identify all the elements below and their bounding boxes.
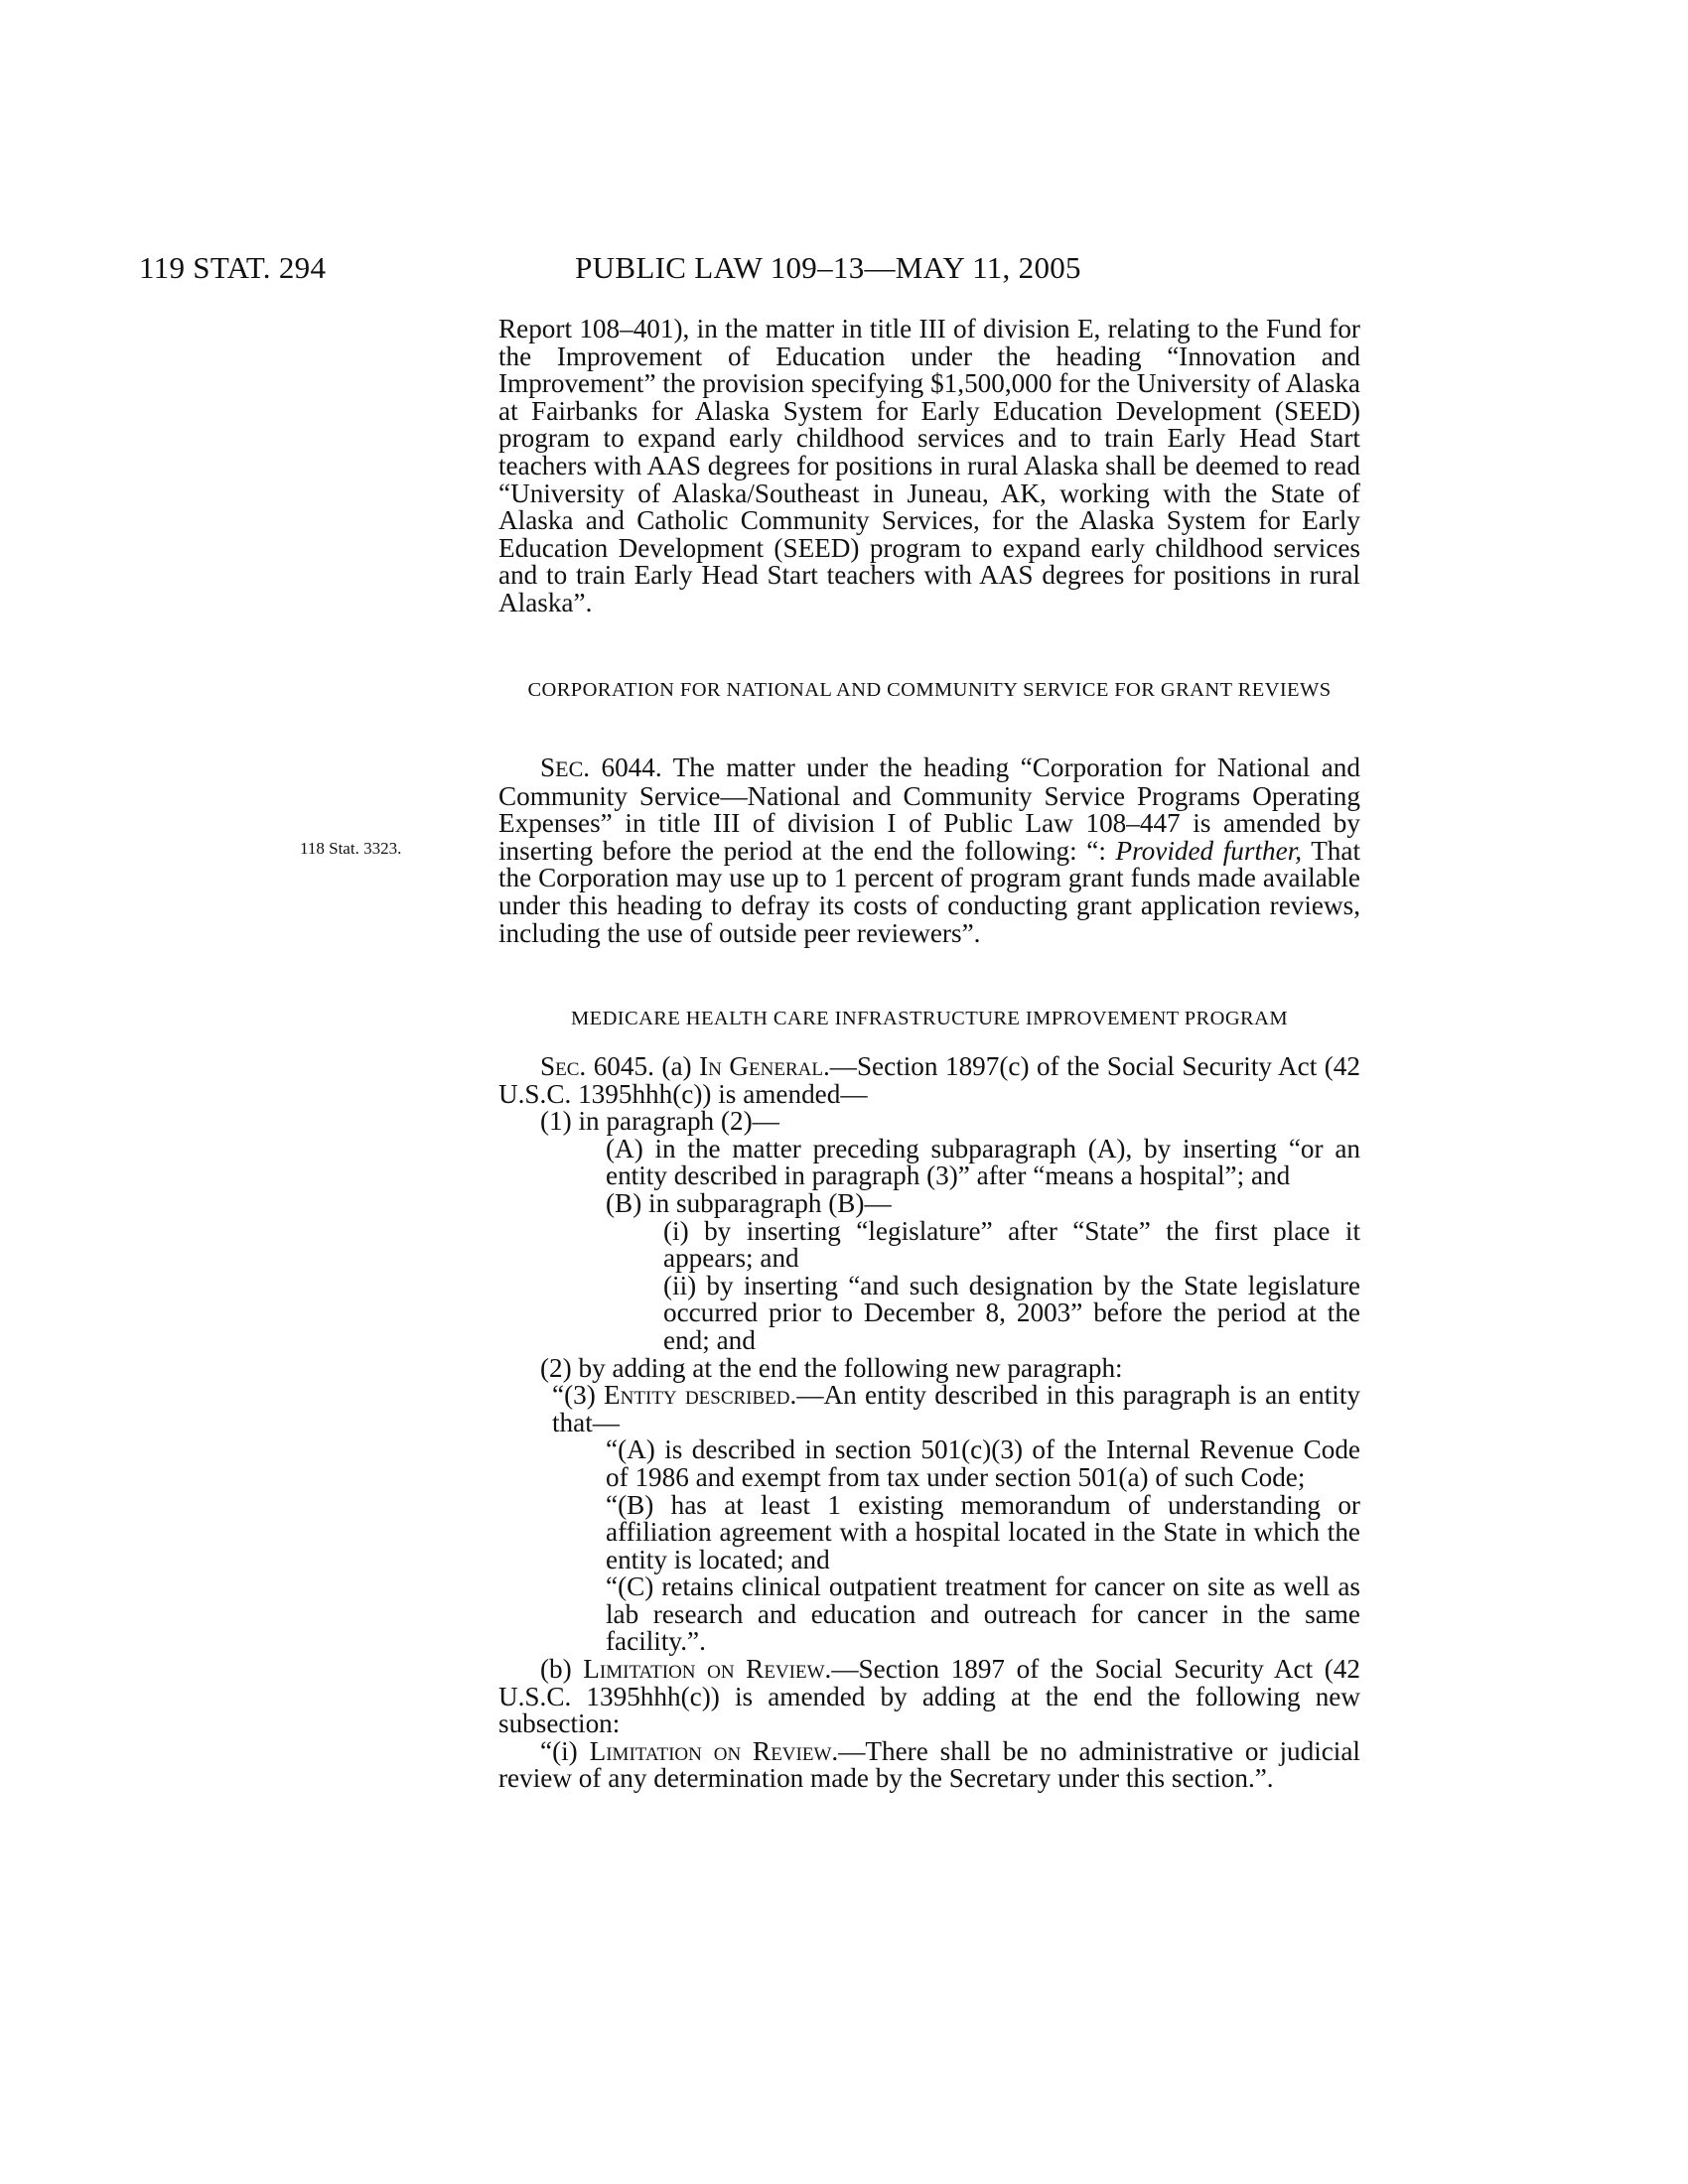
paragraph-3-heading: ntity described xyxy=(620,1380,790,1411)
section-6044-text-a: The matter under the heading “Corporation for National and Community Service—National and Community Service Programs Operating Expenses” in title III of division I of Public Law 108–447 is amended by inserting before the period at the end the following: “: xyxy=(498,752,1360,866)
section-6044-caption: CORPORATION FOR NATIONAL AND COMMUNITY SERVICE FOR GRANT REVIEWS xyxy=(527,679,1332,701)
subsection-i-label: “(i) L xyxy=(540,1735,607,1766)
subsection-a-heading-4: eneral xyxy=(749,1051,823,1081)
page-stat-number: 119 STAT. 294 xyxy=(139,250,327,285)
section-6044-text-b: That the Corporation may use up to 1 percent of program grant funds made available under this heading to defray its costs of conducting grant application reviews, including the use of outside peer reviewers”. xyxy=(498,835,1361,948)
subsection-b-heading-3: eview xyxy=(764,1654,825,1685)
section-6045-label: S xyxy=(540,1051,556,1081)
intro-paragraph xyxy=(498,316,1360,617)
item-2: (2) by adding at the end the following new paragraph: xyxy=(540,1352,1123,1383)
subsection-i-heading-1: imitation on xyxy=(606,1735,742,1766)
subsection-b-heading-2: R xyxy=(734,1654,765,1685)
item-1-B-i: (i) by inserting “legislature” after “State” the first place it appears; and xyxy=(663,1215,1360,1274)
subsection-a-text: .—Section 1897(c) of the Social Security Act (42 U.S.C. 1395hhh(c)) is amended— xyxy=(498,1051,1360,1109)
running-header: PUBLIC LAW 109–13—MAY 11, 2005 xyxy=(575,250,1081,285)
item-1: (1) in paragraph (2)— xyxy=(540,1106,779,1137)
section-6045 xyxy=(498,1053,1360,1793)
section-6044-label-sc: EC xyxy=(555,756,584,781)
paragraph-3-text: .—An entity described in this paragraph is an entity that— xyxy=(552,1380,1360,1437)
item-1-A: (A) in the matter preceding subparagraph (A), by inserting “or an entity described in paragraph (3)” after “means a hospital”; and xyxy=(606,1133,1360,1191)
subsection-i-heading-2: R xyxy=(741,1735,772,1766)
intro-text: Report 108–401), in the matter in title III of division E, relating to the Fund for the Improvement of Education under the heading “Innovation and Improvement” the provision specifying $1,500,000 for the University of Alaska at Fairbanks for Alaska System for Early Education Development (SEED) program to expand early childhood services and to train Early Head Start teachers with AAS degrees for positions in rural Alaska shall be deemed to read “University of Alaska/Southeast in Juneau, AK, working with the State of Alaska and Catholic Community Services, for the Alaska System for Early Education Development (SEED) program to expand early childhood services and to train Early Head Start teachers with AAS degrees for positions in rural Alaska”. xyxy=(498,314,1360,617)
paragraph-3-C: “(C) retains clinical outpatient treatment for cancer on site as well as lab research and education and outreach for cancer in the same facility.”. xyxy=(606,1571,1360,1657)
paragraph-3 xyxy=(552,1382,1360,1436)
subsection-b-heading-1: imitation on xyxy=(599,1654,735,1685)
section-6045-label-sc: ec xyxy=(555,1051,580,1081)
subsection-b-text: .—Section 1897 of the Social Security Act (42 U.S.C. 1395hhh(c)) is amended by adding at the end the following new subsection: xyxy=(498,1654,1360,1739)
subsection-i-heading-3: eview xyxy=(771,1735,832,1766)
section-6044-number: . xyxy=(583,752,602,782)
subsection-b xyxy=(498,1656,1360,1738)
paragraph-3-A: “(A) is described in section 501(c)(3) of the Internal Revenue Code of 1986 and exempt from tax under section 501(a) of such Code; xyxy=(606,1434,1360,1492)
paragraph-3-label: “(3) E xyxy=(552,1380,621,1411)
section-6044-text xyxy=(498,754,1360,947)
paragraph-3-B: “(B) has at least 1 existing memorandum of understanding or affiliation agreement with a hospital located in the State in which the entity is located; and xyxy=(606,1489,1360,1574)
section-6045-a xyxy=(498,1053,1360,1108)
section-6044 xyxy=(498,754,1360,947)
section-6044-proviso: Provided further, xyxy=(1115,835,1303,866)
subsection-b-label: (b) L xyxy=(540,1654,600,1685)
subsection-a-heading-3: G xyxy=(721,1051,750,1081)
section-6044-num: 6044. xyxy=(601,752,662,782)
subsection-i-text: .—There shall be no administrative or judicial review of any determination made by the Secretary under this section.”. xyxy=(498,1735,1360,1794)
item-1-B: (B) in subparagraph (B)— xyxy=(606,1187,892,1218)
section-6044-label: S xyxy=(540,752,556,782)
item-1-B-ii: (ii) by inserting “and such designation by the State legislature occurred prior to December 8, 2003” before the period at the end; and xyxy=(663,1270,1360,1355)
section-6045-num: . 6045. (a) xyxy=(579,1051,692,1081)
section-6045-caption: MEDICARE HEALTH CARE INFRASTRUCTURE IMPROVEMENT PROGRAM xyxy=(571,1008,1288,1029)
subsection-i xyxy=(498,1735,1360,1794)
subsection-a-heading-2: n xyxy=(708,1051,722,1081)
subsection-a-heading-1: I xyxy=(699,1051,709,1081)
margin-note: 118 Stat. 3323. xyxy=(300,839,402,858)
